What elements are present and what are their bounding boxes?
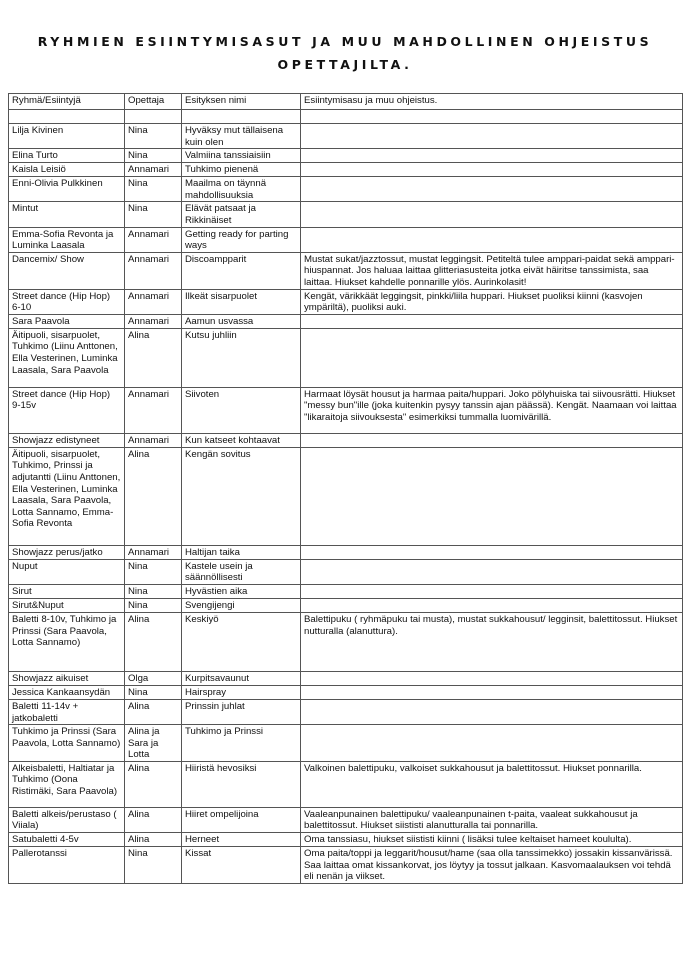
table-row [9, 202, 683, 227]
teacher-cell: Annamari [125, 252, 182, 289]
costume-cell [301, 545, 683, 559]
table-row [9, 671, 683, 685]
performance-cell: Prinssin juhlat [182, 699, 301, 724]
table-row [9, 761, 683, 807]
table-row [9, 289, 683, 314]
performance-cell: Ilkeät sisarpuolet [182, 289, 301, 314]
group-cell: Street dance (Hip Hop) 9-15v [9, 387, 125, 433]
group-cell: Sirut [9, 584, 125, 598]
costume-cell [301, 328, 683, 387]
costume-cell [301, 149, 683, 163]
page-title [0, 30, 690, 76]
table-body [9, 110, 683, 884]
teacher-cell: Alina [125, 833, 182, 847]
table-row [9, 314, 683, 328]
teacher-cell: Alina [125, 807, 182, 832]
group-cell: Street dance (Hip Hop) 6-10 [9, 289, 125, 314]
performance-cell: Aamun usvassa [182, 314, 301, 328]
group-cell: Emma-Sofia Revonta ja Luminka Laasala [9, 227, 125, 252]
performance-cell: Kengän sovitus [182, 447, 301, 545]
table-row [9, 163, 683, 177]
title-line-1: RYHMIEN ESIINTYMISASUT JA MUU MAHDOLLINEN OHJEISTUS [37, 34, 653, 49]
teacher-cell: Alina [125, 761, 182, 807]
group-cell: Nuput [9, 559, 125, 584]
teacher-cell: Annamari [125, 387, 182, 433]
teacher-cell: Nina [125, 559, 182, 584]
header-performance: Esityksen nimi [182, 94, 301, 110]
group-cell: Enni-Olivia Pulkkinen [9, 177, 125, 202]
group-cell: Äitipuoli, sisarpuolet, Tuhkimo (Liinu Anttonen, Ella Vesterinen, Luminka Laasala, Sara Paavola [9, 328, 125, 387]
group-cell: Showjazz aikuiset [9, 671, 125, 685]
table-row [9, 685, 683, 699]
table-row [9, 124, 683, 149]
teacher-cell: Olga [125, 671, 182, 685]
performance-cell: Hiiret ompelijoina [182, 807, 301, 832]
teacher-cell: Nina [125, 584, 182, 598]
group-cell [9, 110, 125, 124]
table-row [9, 847, 683, 884]
costume-cell: Balettipuku ( ryhmäpuku tai musta), mustat sukkahousut/ legginsit, balettitossut. Hiukset nutturalla (alanuttura). [301, 612, 683, 671]
table-row [9, 149, 683, 163]
teacher-cell: Nina [125, 847, 182, 884]
teacher-cell: Annamari [125, 227, 182, 252]
costume-cell: Kengät, värikkäät leggingsit, pinkki/liila huppari. Hiukset puoliksi kiinni (kasvojen ympäriltä), puoliksi auki. [301, 289, 683, 314]
performance-cell: Getting ready for parting ways [182, 227, 301, 252]
group-cell: Mintut [9, 202, 125, 227]
group-cell: Baletti alkeis/perustaso ( Viiala) [9, 807, 125, 832]
title-line-2: OPETTAJILTA. [277, 57, 413, 72]
performance-cell: Kissat [182, 847, 301, 884]
performance-cell: Hairspray [182, 685, 301, 699]
table-row [9, 584, 683, 598]
table-row [9, 328, 683, 387]
teacher-cell: Nina [125, 598, 182, 612]
group-cell: Pallerotanssi [9, 847, 125, 884]
group-cell: Tuhkimo ja Prinssi (Sara Paavola, Lotta Sannamo) [9, 725, 125, 762]
teacher-cell: Alina [125, 612, 182, 671]
table-row [9, 807, 683, 832]
teacher-cell: Alina [125, 328, 182, 387]
performance-cell: Hyväksy mut tällaisena kuin olen [182, 124, 301, 149]
table-row [9, 699, 683, 724]
costume-cell [301, 671, 683, 685]
performance-cell: Maailma on täynnä mahdollisuuksia [182, 177, 301, 202]
group-cell: Kaisla Leisiö [9, 163, 125, 177]
table-row [9, 387, 683, 433]
performance-cell: Hyvästien aika [182, 584, 301, 598]
performance-cell [182, 110, 301, 124]
costume-cell [301, 685, 683, 699]
performance-cell: Kun katseet kohtaavat [182, 433, 301, 447]
performance-cell: Haltijan taika [182, 545, 301, 559]
performance-cell: Kastele usein ja säännöllisesti [182, 559, 301, 584]
group-cell: Jessica Kankaansydän [9, 685, 125, 699]
performance-cell: Elävät patsaat ja Rikkinäiset [182, 202, 301, 227]
teacher-cell: Nina [125, 177, 182, 202]
group-cell: Baletti 8-10v, Tuhkimo ja Prinssi (Sara Paavola, Lotta Sannamo) [9, 612, 125, 671]
performance-cell: Hiiristä hevosiksi [182, 761, 301, 807]
costume-cell [301, 202, 683, 227]
costume-cell: Vaaleanpunainen balettipuku/ vaaleanpunainen t-paita, vaaleat sukkahousut ja balettitossut. Hiukset siististi alanutturalla tai ponnarilla. [301, 807, 683, 832]
costume-cell [301, 227, 683, 252]
group-cell: Sirut&Nuput [9, 598, 125, 612]
costume-cell [301, 177, 683, 202]
costume-cell: Oma paita/toppi ja leggarit/housut/hame (saa olla tanssimekko) jossakin kissanvärissä. Saa laittaa omat kissankorvat, jos löytyy ja tossut jalkaan. Kasvomaalauksen voi tehdä eli nenän ja viikset. [301, 847, 683, 884]
teacher-cell: Alina ja Sara ja Lotta [125, 725, 182, 762]
costume-cell [301, 598, 683, 612]
table-row [9, 110, 683, 124]
group-cell: Sara Paavola [9, 314, 125, 328]
teacher-cell: Nina [125, 685, 182, 699]
teacher-cell: Annamari [125, 545, 182, 559]
costume-cell: Valkoinen balettipuku, valkoiset sukkahousut ja balettitossut. Hiukset ponnarilla. [301, 761, 683, 807]
group-cell: Baletti 11-14v + jatkobaletti [9, 699, 125, 724]
performance-cell: Valmiina tanssiaisiin [182, 149, 301, 163]
costume-cell [301, 314, 683, 328]
header-group: Ryhmä/Esiintyjä [9, 94, 125, 110]
performance-cell: Svengijengi [182, 598, 301, 612]
teacher-cell: Annamari [125, 289, 182, 314]
table-row [9, 598, 683, 612]
group-cell: Showjazz edistyneet [9, 433, 125, 447]
costume-cell [301, 559, 683, 584]
performance-cell: Siivoten [182, 387, 301, 433]
performance-cell: Herneet [182, 833, 301, 847]
teacher-cell: Annamari [125, 314, 182, 328]
table-row [9, 177, 683, 202]
table-row [9, 833, 683, 847]
group-cell: Satubaletti 4-5v [9, 833, 125, 847]
performance-cell: Tuhkimo pienenä [182, 163, 301, 177]
table-row [9, 227, 683, 252]
teacher-cell [125, 110, 182, 124]
table-row [9, 433, 683, 447]
group-cell: Äitipuoli, sisarpuolet, Tuhkimo, Prinssi ja adjutantti (Liinu Anttonen, Ella Vesterinen, Luminka Laasala, Sara Paavola, Lotta Sannamo, Emma-Sofia Revonta [9, 447, 125, 545]
costume-cell [301, 433, 683, 447]
header-costume: Esiintymisasu ja muu ohjeistus. [301, 94, 683, 110]
group-cell: Alkeisbaletti, Haltiatar ja Tuhkimo (Oona Ristimäki, Sara Paavola) [9, 761, 125, 807]
teacher-cell: Nina [125, 149, 182, 163]
group-cell: Elina Turto [9, 149, 125, 163]
costume-cell [301, 584, 683, 598]
table-row [9, 559, 683, 584]
table-header-row [9, 94, 683, 110]
teacher-cell: Alina [125, 447, 182, 545]
performance-cell: Kutsu juhliin [182, 328, 301, 387]
performance-cell: Tuhkimo ja Prinssi [182, 725, 301, 762]
costume-cell [301, 699, 683, 724]
teacher-cell: Nina [125, 124, 182, 149]
costume-cell [301, 110, 683, 124]
costume-cell: Harmaat löysät housut ja harmaa paita/huppari. Joko pölyhuiska tai siivousrätti. Hiukset "messy bun"ille (joka kuitenkin pysyy tanssin ajan päässä). Kengät. Naamaan voi laittaa "likaraitoja siivouksesta" esimerkiksi tummalla luomivärillä. [301, 387, 683, 433]
performance-cell: Keskiyö [182, 612, 301, 671]
table-row [9, 545, 683, 559]
group-cell: Showjazz perus/jatko [9, 545, 125, 559]
costume-cell: Oma tanssiasu, hiukset siististi kiinni ( lisäksi tulee keltaiset hameet koululta). [301, 833, 683, 847]
table-row [9, 252, 683, 289]
teacher-cell: Annamari [125, 433, 182, 447]
costume-cell [301, 725, 683, 762]
group-cell: Lilja Kivinen [9, 124, 125, 149]
teacher-cell: Alina [125, 699, 182, 724]
table-row [9, 447, 683, 545]
header-teacher: Opettaja [125, 94, 182, 110]
costume-cell [301, 124, 683, 149]
costume-cell [301, 163, 683, 177]
performance-cell: Discoampparit [182, 252, 301, 289]
costume-cell [301, 447, 683, 545]
teacher-cell: Nina [125, 202, 182, 227]
table-row [9, 725, 683, 762]
group-cell: Dancemix/ Show [9, 252, 125, 289]
table-row [9, 612, 683, 671]
costume-cell: Mustat sukat/jazztossut, mustat leggingsit. Petiteltä tulee amppari-paidat sekä amppari-hiuspannat. Jos haluaa laittaa glitteriasusteita jotka eivät häiritse tanssimista, saa laittaa. Hiukset kahdelle ponnarille ylös. Aurinkolasit! [301, 252, 683, 289]
teacher-cell: Annamari [125, 163, 182, 177]
performance-table [8, 93, 683, 884]
performance-cell: Kurpitsavaunut [182, 671, 301, 685]
